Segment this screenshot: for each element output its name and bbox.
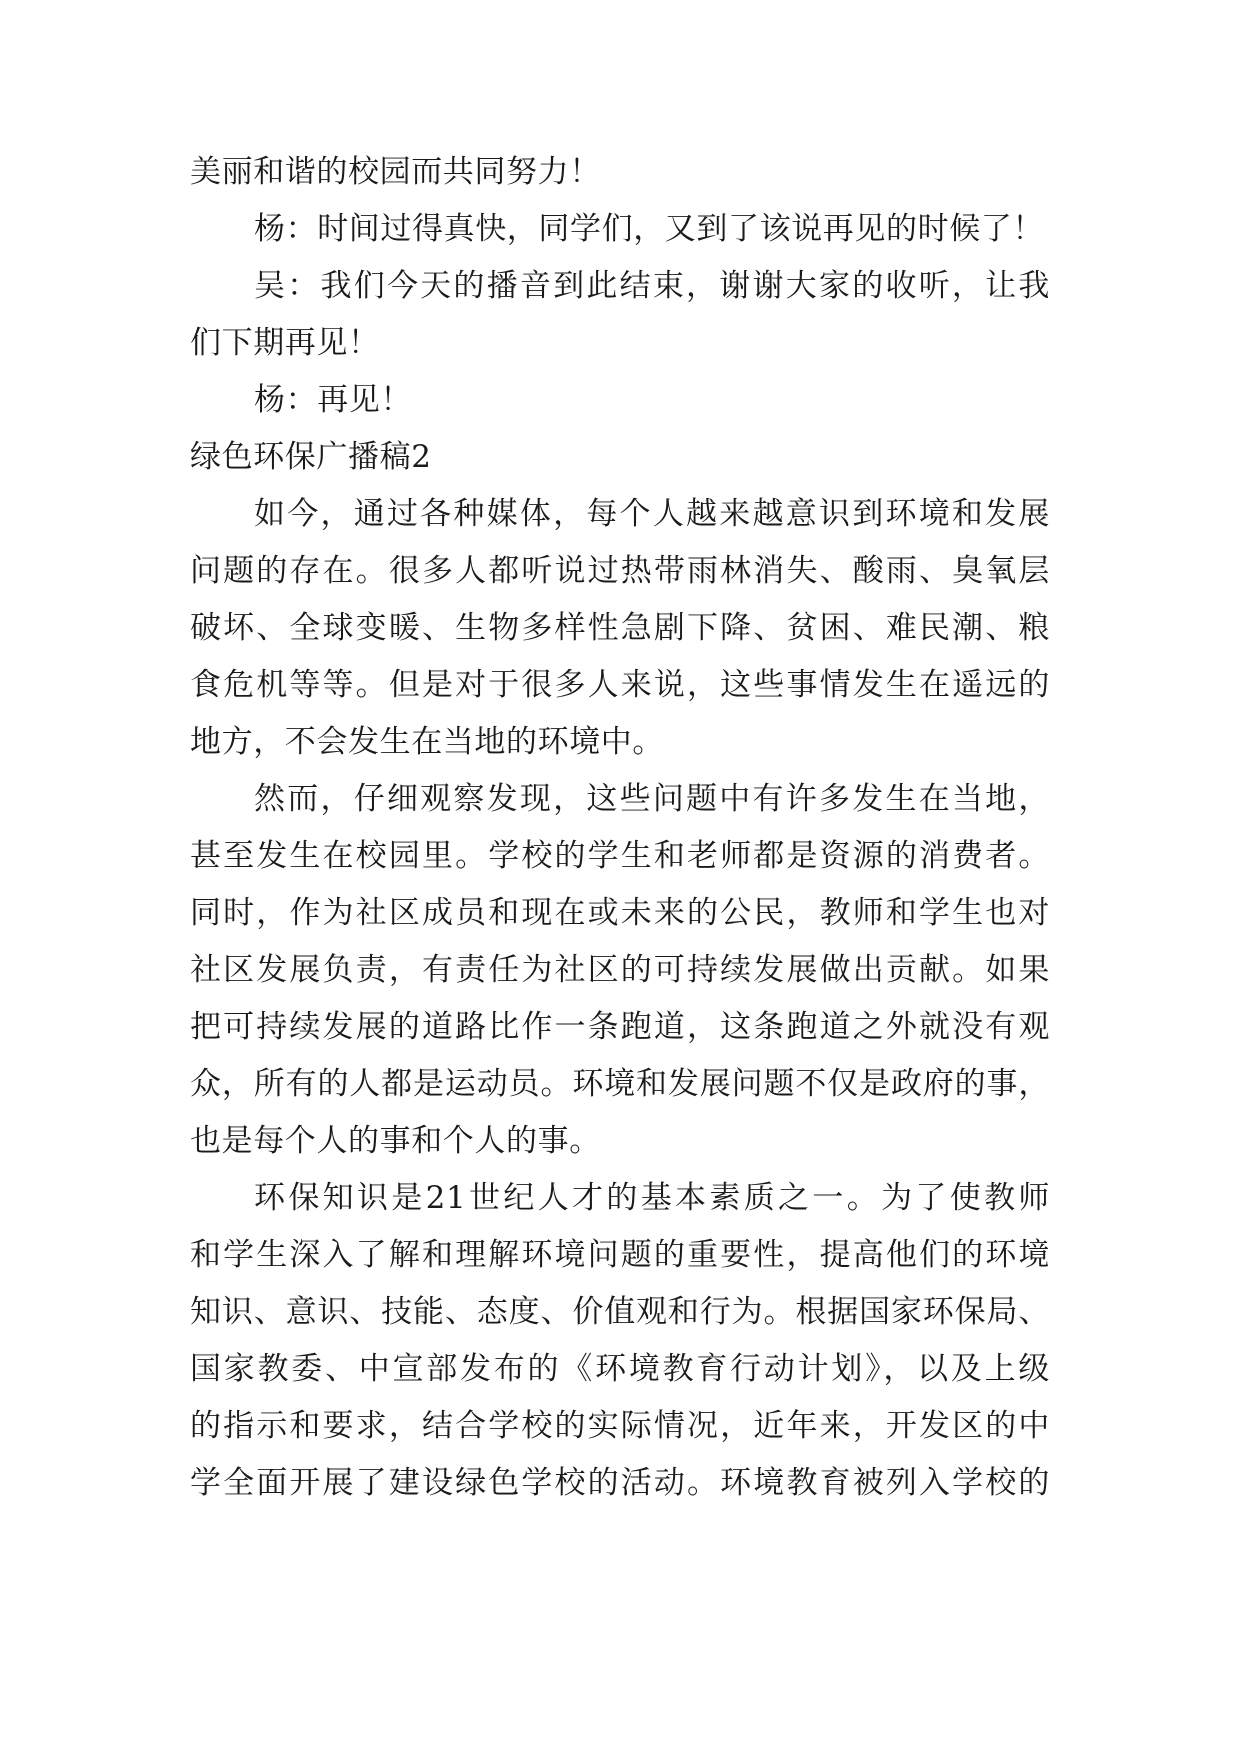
paragraph-line: 然而，仔细观察发现，这些问题中有许多发生在当地， [254, 781, 1050, 817]
paragraph-line: 众，所有的人都是运动员。环境和发展问题不仅是政府的事， [190, 1066, 1050, 1102]
paragraph-line: 如今，通过各种媒体，每个人越来越意识到环境和发展 [254, 496, 1050, 532]
paragraph-line: 问题的存在。很多人都听说过热带雨林消失、酸雨、臭氧层 [190, 553, 1050, 589]
dialogue-line-wu: 吴：我们今天的播音到此结束，谢谢大家的收听，让我 [254, 268, 1050, 304]
paragraph-line: 社区发展负责，有责任为社区的可持续发展做出贡献。如果 [190, 952, 1050, 988]
paragraph-line: 甚至发生在校园里。学校的学生和老师都是资源的消费者。 [190, 838, 1050, 874]
paragraph-line: 环保知识是21世纪人才的基本素质之一。为了使教师 [254, 1180, 1050, 1216]
paragraph-line: 食危机等等。但是对于很多人来说，这些事情发生在遥远的 [190, 667, 1050, 703]
paragraph-line: 地方，不会发生在当地的环境中。 [190, 724, 664, 760]
dialogue-line-yang: 杨：时间过得真快，同学们，又到了该说再见的时候了！ [254, 211, 1044, 247]
paragraph-line: 知识、意识、技能、态度、价值观和行为。根据国家环保局、 [190, 1294, 1050, 1330]
paragraph-line: 也是每个人的事和个人的事。 [190, 1123, 601, 1159]
paragraph-line: 破坏、全球变暖、生物多样性急剧下降、贫困、难民潮、粮 [190, 610, 1050, 646]
paragraph-line: 学全面开展了建设绿色学校的活动。环境教育被列入学校的 [190, 1465, 1050, 1501]
section-title: 绿色环保广播稿2 [190, 439, 432, 475]
paragraph-line: 和学生深入了解和理解环境问题的重要性，提高他们的环境 [190, 1237, 1050, 1273]
dialogue-line-yang: 杨：再见！ [254, 382, 412, 418]
paragraph-line: 的指示和要求，结合学校的实际情况，近年来，开发区的中 [190, 1408, 1050, 1444]
text-line: 们下期再见！ [190, 325, 380, 361]
paragraph-line: 同时，作为社区成员和现在或未来的公民，教师和学生也对 [190, 895, 1050, 931]
paragraph-line: 把可持续发展的道路比作一条跑道，这条跑道之外就没有观 [190, 1009, 1050, 1045]
paragraph-line: 国家教委、中宣部发布的《环境教育行动计划》，以及上级 [190, 1351, 1050, 1387]
text-line: 美丽和谐的校园而共同努力！ [190, 154, 601, 190]
